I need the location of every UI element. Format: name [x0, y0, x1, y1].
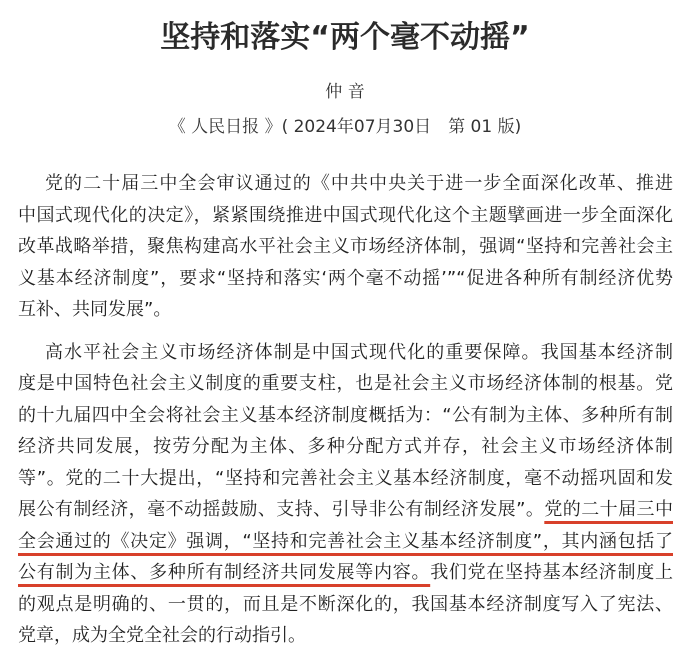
article-body: [18, 168, 673, 663]
text-segment: 改革战略举措，聚焦构建高水平社会主义市场经济体制，强调“坚持和完善社会主: [18, 236, 673, 257]
text-line: [18, 231, 673, 263]
text-line: [18, 463, 673, 495]
article-source: 《 人民日报 》( 2024年07月30日 第 01 版): [168, 117, 522, 137]
text-line: [18, 368, 673, 400]
paragraph: [18, 337, 673, 652]
underlined-text: 全会通过的《决定》强调，“坚持和完善社会主义基本经济制度”，其内涵包括了: [18, 530, 673, 552]
underlined-text: 党的二十届三中: [544, 499, 673, 520]
text-line: [18, 263, 673, 295]
text-segment: 党的二十届三中全会审议通过的《中共中央关于进一步全面深化改革、推进: [45, 173, 673, 194]
text-segment: 等”。党的二十大提出，“坚持和完善社会主义基本经济制度，毫不动摇巩固和发: [18, 467, 673, 489]
text-line: [18, 337, 673, 369]
article-author: 仲 音: [325, 82, 365, 102]
text-segment: 经济共同发展，按劳分配为主体、多种分配方式并存，社会主义市场经济体制: [18, 436, 673, 457]
text-segment: 的观点是明确的、一贯的，而且是不断深化的，我国基本经济制度写入了宪法、: [18, 593, 673, 615]
text-line: [18, 557, 673, 589]
text-segment: 的十九届四中全会将社会主义基本经济制度概括为：“公有制为主体、多种所有制: [18, 404, 673, 426]
paragraph: [18, 168, 673, 326]
text-segment: 互补、共同发展”。: [18, 299, 172, 320]
text-segment: 度是中国特色社会主义制度的重要支柱，也是社会主义市场经济体制的根基。党: [18, 373, 673, 394]
text-line: [18, 589, 673, 621]
text-line: [18, 620, 673, 652]
text-line: [18, 494, 673, 526]
text-segment: 展公有制经济，毫不动摇鼓励、支持、引导非公有制经济发展”。: [18, 499, 545, 520]
underlined-text: 公有制为主体、多种所有制经济共同发展等内容。: [18, 562, 431, 583]
text-line: [18, 431, 673, 463]
text-line: [18, 526, 673, 558]
text-segment: 我们党在坚持基本经济制度上: [430, 562, 674, 583]
text-line: [18, 200, 673, 232]
text-line: [18, 294, 673, 326]
text-segment: 党章，成为全党全社会的行动指引。: [18, 625, 306, 646]
text-segment: 义基本经济制度”，要求“坚持和落实‘两个毫不动摇’”“促进各种所有制经济优势: [18, 267, 673, 289]
text-segment: 高水平社会主义市场经济体制是中国式现代化的重要保障。我国基本经济制: [45, 341, 673, 363]
text-line: [18, 168, 673, 200]
text-line: [18, 400, 673, 432]
article-title: 坚持和落实“两个毫不动摇”: [160, 20, 530, 55]
text-segment: 中国式现代化的决定》，紧紧围绕推进中国式现代化这个主题擘画进一步全面深化: [18, 204, 673, 226]
